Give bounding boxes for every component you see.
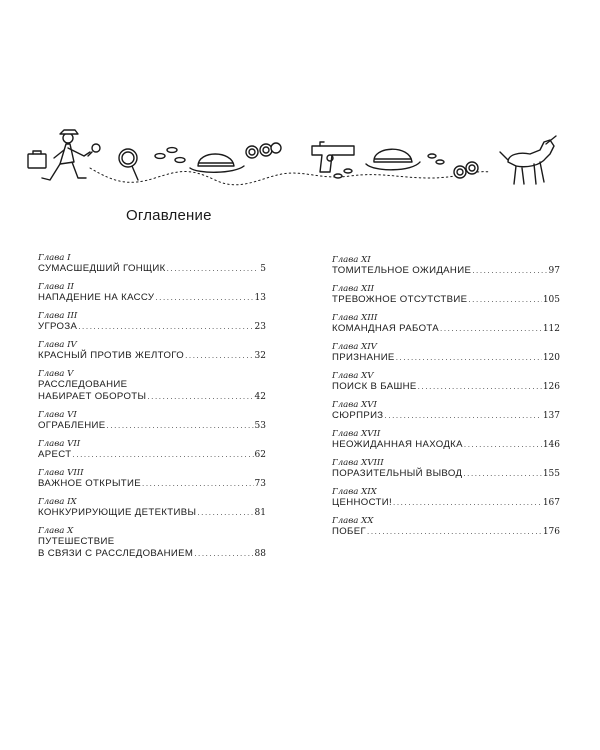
chapter-label: Глава VIII [38, 468, 84, 478]
chapter-title: ПОБЕГ [332, 526, 366, 537]
chapter-title: ОГРАБЛЕНИЕ [38, 420, 106, 431]
toc-entry[interactable] [332, 284, 560, 313]
page-number: 81 [254, 508, 266, 518]
chapter-label: Глава XVII [332, 429, 381, 439]
chapter-title: НАПАДЕНИЕ НА КАССУ [38, 292, 155, 303]
page-number: 146 [542, 440, 560, 450]
chapter-title: ТОМИТЕЛЬНОЕ ОЖИДАНИЕ [332, 265, 472, 276]
page-number: 23 [254, 322, 266, 332]
toc-entry[interactable] [38, 526, 266, 567]
toc-entry[interactable] [332, 458, 560, 487]
chapter-label: Глава XV [332, 371, 374, 381]
chapter-label: Глава XIX [332, 487, 377, 497]
chapter-title: ТРЕВОЖНОЕ ОТСУТСТВИЕ [332, 294, 468, 305]
chapter-label: Глава XI [332, 255, 371, 265]
toc-entry[interactable] [38, 340, 266, 369]
footprints-icon [428, 154, 444, 164]
chapter-title: РАССЛЕДОВАНИЕ [38, 379, 128, 390]
chapter-title: УГРОЗА [38, 321, 78, 332]
chapter-title: КОМАНДНАЯ РАБОТА [332, 323, 440, 334]
chapter-label: Глава XIII [332, 313, 378, 323]
toc-column-left [38, 253, 266, 567]
chapter-label: Глава III [38, 311, 78, 321]
chapter-title: КОНКУРИРУЮЩИЕ ДЕТЕКТИВЫ [38, 507, 197, 518]
chapter-label: Глава IX [38, 497, 77, 507]
toc-entry[interactable] [332, 371, 560, 400]
chapter-label: Глава XX [332, 516, 374, 526]
chapter-title: ПОРАЗИТЕЛЬНЫЙ ВЫВОД [332, 468, 463, 479]
chapter-title: ПУТЕШЕСТВИЕ [38, 536, 115, 547]
toc-entry[interactable] [332, 487, 560, 516]
chapter-label: Глава V [38, 369, 74, 379]
toc-entry[interactable] [38, 311, 266, 340]
chapter-label: Глава I [38, 253, 71, 263]
page-number: 105 [542, 295, 560, 305]
chapter-title: АРЕСТ [38, 449, 72, 460]
footprints-icon [155, 148, 185, 163]
page-number: 97 [548, 266, 560, 276]
toc-entry[interactable] [332, 400, 560, 429]
chapter-label: Глава XVI [332, 400, 377, 410]
chapter-title: СУМАСШЕДШИЙ ГОНЩИК [38, 263, 166, 274]
toc-entry[interactable] [332, 313, 560, 342]
chapter-title: ПОИСК В БАШНЕ [332, 381, 417, 392]
page-number: 73 [254, 479, 266, 489]
toc-entry[interactable] [38, 439, 266, 468]
chapter-label: Глава XIV [332, 342, 377, 352]
page-number: 120 [542, 353, 560, 363]
chapter-label: Глава XVIII [332, 458, 384, 468]
toc-entry[interactable] [332, 342, 560, 371]
toc-entry[interactable] [332, 516, 560, 545]
page-number: 167 [542, 498, 560, 508]
toc-entry[interactable] [332, 255, 560, 284]
page-number: 5 [260, 264, 266, 274]
chapter-title: ПРИЗНАНИЕ [332, 352, 395, 363]
toc-entry[interactable] [38, 468, 266, 497]
toc-entry[interactable] [38, 410, 266, 439]
page-number: 13 [254, 293, 266, 303]
pistol-icon [312, 142, 354, 172]
chapter-label: Глава IV [38, 340, 77, 350]
page-number: 53 [254, 421, 266, 431]
chapter-title-line-2: НАБИРАЕТ ОБОРОТЫ [38, 391, 147, 402]
header-illustration [20, 128, 580, 198]
running-detective-icon [28, 130, 100, 180]
binoculars-icon [454, 162, 478, 178]
chapter-title: КРАСНЫЙ ПРОТИВ ЖЕЛТОГО [38, 350, 185, 361]
page-number: 126 [542, 382, 560, 392]
chapter-title: НЕОЖИДАННАЯ НАХОДКА [332, 439, 463, 450]
toc-entry[interactable] [38, 253, 266, 282]
page-number: 112 [542, 324, 560, 334]
toc-entry[interactable] [38, 282, 266, 311]
chapter-title: СЮРПРИЗ [332, 410, 384, 421]
magnifying-glass-icon [119, 149, 138, 180]
page-number: 32 [254, 351, 266, 361]
chapter-label: Глава X [38, 526, 74, 536]
page-number: 88 [254, 549, 266, 559]
chapter-title-line-2: В СВЯЗИ С РАССЛЕДОВАНИЕМ [38, 548, 194, 559]
toc-entry[interactable] [38, 369, 266, 410]
chapter-title: ВАЖНОЕ ОТКРЫТИЕ [38, 478, 142, 489]
page-number: 176 [542, 527, 560, 537]
hat-icon [190, 154, 244, 172]
chapter-label: Глава VII [38, 439, 81, 449]
toc-title: Оглавление [126, 207, 212, 224]
page-number: 137 [542, 411, 560, 421]
toc-column-right [332, 255, 560, 545]
chapter-label: Глава XII [332, 284, 375, 294]
page-number: 42 [254, 392, 266, 402]
chapter-label: Глава II [38, 282, 74, 292]
dog-icon [500, 136, 556, 184]
toc-entry[interactable] [332, 429, 560, 458]
page-number: 62 [254, 450, 266, 460]
binoculars-icon [246, 143, 281, 158]
chapter-title: ЦЕННОСТИ! [332, 497, 392, 508]
chapter-label: Глава VI [38, 410, 77, 420]
page-number: 155 [542, 469, 560, 479]
toc-entry[interactable] [38, 497, 266, 526]
hat-icon [366, 149, 420, 170]
